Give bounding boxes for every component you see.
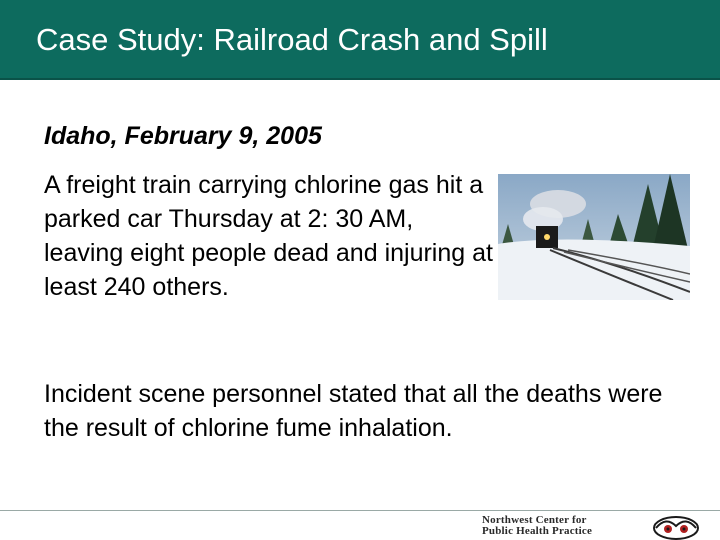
logo-text-line1: Northwest Center for: [482, 514, 587, 526]
paragraph-incident: A freight train carrying chlorine gas hit a parked car Thursday at 2: 30 AM, leaving eight people dead and injuring at least 240 others.: [44, 171, 493, 301]
northwest-center-logo: [480, 514, 670, 538]
slide-subheading: Idaho, February 9, 2005: [44, 122, 322, 150]
emblem-icon: [650, 512, 702, 540]
train-photo: [498, 174, 690, 300]
footer-divider: [0, 510, 720, 511]
title-bar: [0, 0, 720, 80]
logo-text-line2: Public Health Practice: [482, 525, 593, 537]
paragraph-cause: Incident scene personnel stated that all the deaths were the result of chlorine fume inhalation.: [44, 380, 663, 442]
slide-title: Case Study: Railroad Crash and Spill: [36, 22, 548, 57]
